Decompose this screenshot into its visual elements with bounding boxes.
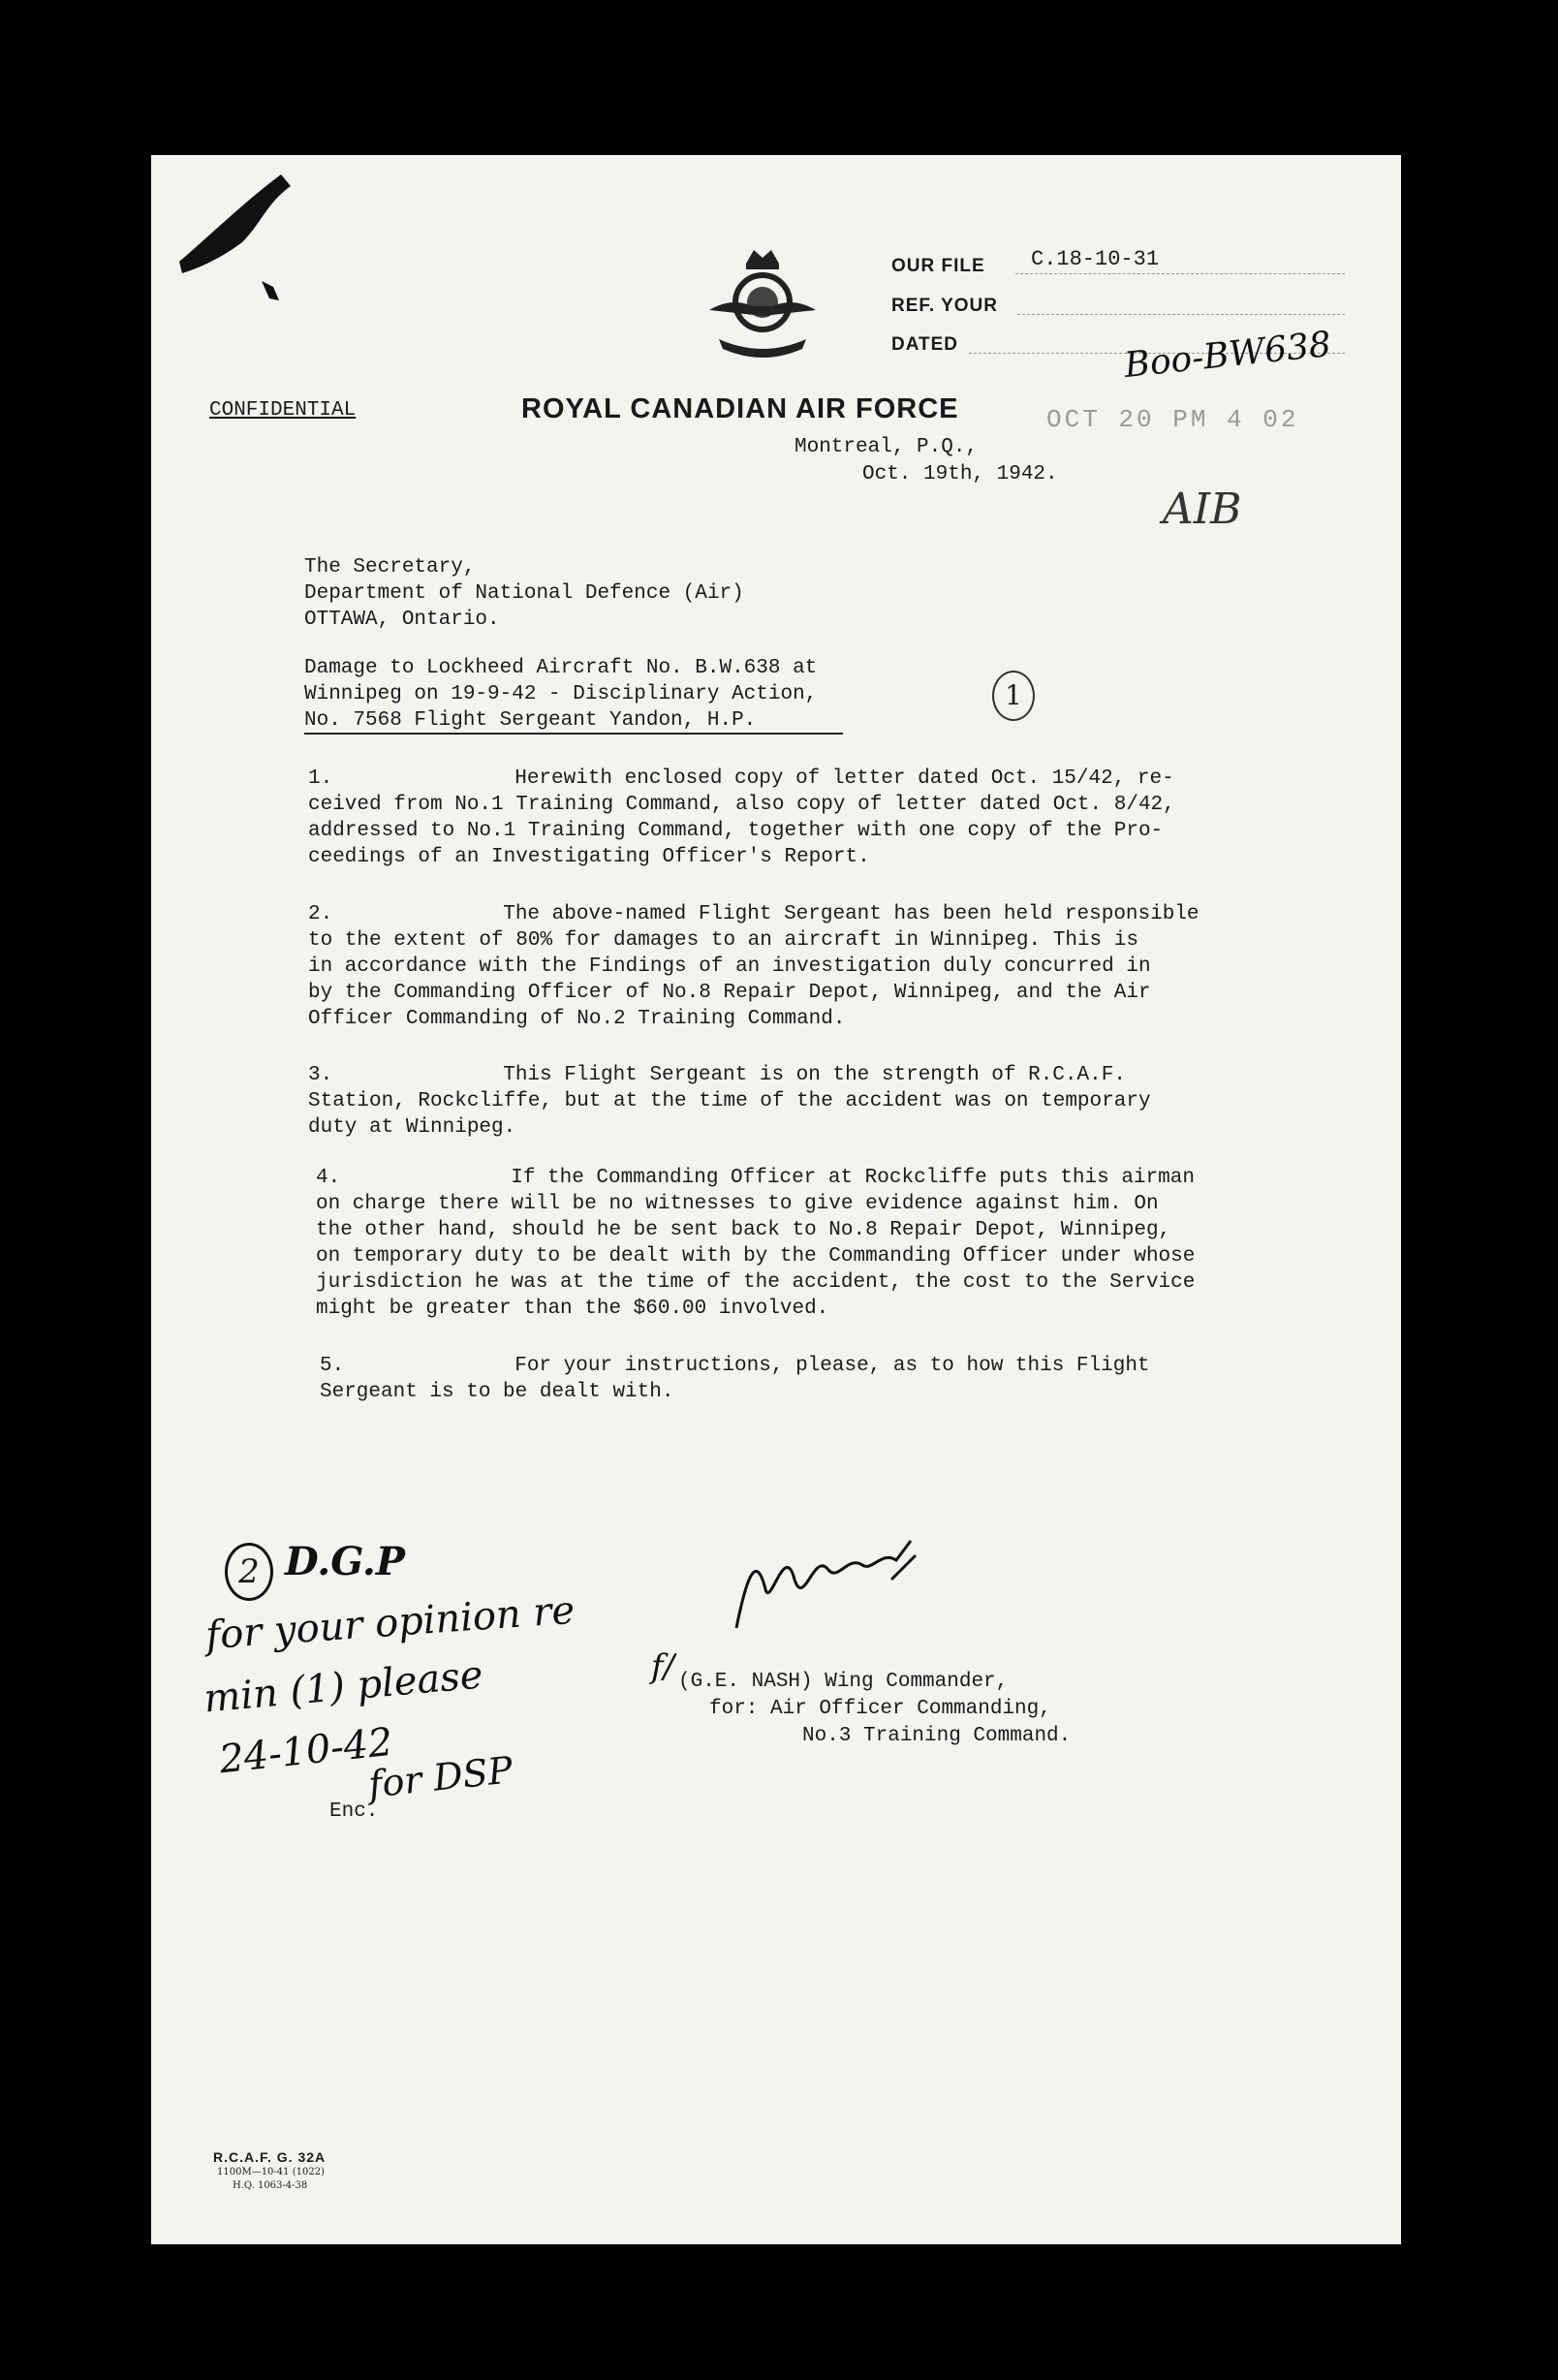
paragraph-number: 2. — [308, 903, 333, 925]
paragraph-line: The above-named Flight Sergeant has been held responsible — [503, 903, 1200, 925]
ref-your-underline — [1017, 314, 1345, 315]
circled-mark-one: 1 — [992, 671, 1035, 721]
paragraph-line: in accordance with the Findings of an investigation duly concurred in — [308, 955, 1151, 978]
paragraph-3 — [308, 1062, 1151, 1141]
signature-line: No.3 Training Command. — [802, 1725, 1072, 1747]
signature-line: (G.E. NASH) Wing Commander, — [678, 1671, 1009, 1693]
addressee-line: Department of National Defence (Air) — [304, 582, 744, 605]
paragraph-line: Station, Rockcliffe, but at the time of the accident was on temporary — [308, 1090, 1151, 1112]
handwritten-note-line: 24-10-42 — [217, 1719, 395, 1783]
ref-your-label: REF. YOUR — [891, 296, 999, 316]
paragraph-line: on temporary duty to be dealt with by the Commanding Officer under whose — [316, 1245, 1196, 1268]
form-print-line: H.Q. 1063-4-38 — [233, 2180, 308, 2191]
paragraph-line: Herewith enclosed copy of letter dated Oct. 15/42, re- — [514, 767, 1174, 790]
paragraph-2 — [308, 901, 1200, 1032]
paragraph-line: For your instructions, please, as to how this Flight — [514, 1355, 1150, 1377]
subject-line: No. 7568 Flight Sergeant Yandon, H.P. — [304, 709, 757, 732]
dated-label: DATED — [891, 334, 959, 355]
rcaf-crest-icon — [700, 242, 826, 368]
paragraph-number: 1. — [308, 767, 333, 790]
paragraph-line: ceedings of an Investigating Officer's Report. — [308, 846, 870, 868]
handwritten-note-line: D.G.P — [285, 1539, 405, 1584]
paragraph-line: If the Commanding Officer at Rockcliffe puts this airman — [511, 1167, 1195, 1189]
form-print-line: 1100M—10-41 (1022) — [217, 2167, 325, 2177]
paragraph-line: addressed to No.1 Training Command, together with one copy of the Pro- — [308, 820, 1164, 842]
handwritten-note-line: for your opinion re — [203, 1587, 576, 1659]
paragraph-line: ceived from No.1 Training Command, also copy of letter dated Oct. 8/42, — [308, 794, 1175, 816]
addressee-line: The Secretary, — [304, 556, 476, 579]
our-file-label: OUR FILE — [891, 256, 985, 276]
our-file-value: C.18-10-31 — [1031, 247, 1160, 271]
signature-line: for: Air Officer Commanding, — [709, 1698, 1051, 1720]
addressee-line: OTTAWA, Ontario. — [304, 609, 500, 631]
enclosure-label: Enc. — [329, 1801, 379, 1823]
handwritten-note-line: for DSP — [366, 1748, 515, 1806]
addressee-block — [304, 554, 744, 633]
paragraph-4 — [316, 1165, 1195, 1322]
form-number: R.C.A.F. G. 32A — [213, 2149, 327, 2165]
paragraph-number: 4. — [316, 1167, 341, 1189]
paragraph-5 — [320, 1353, 1150, 1405]
signature-scribble — [717, 1521, 930, 1647]
ink-blot-mark — [174, 165, 300, 320]
our-file-underline — [1015, 273, 1345, 274]
paragraph-1 — [308, 766, 1175, 870]
handwritten-initials: AIB — [1163, 485, 1242, 534]
paragraph-line: Officer Commanding of No.2 Training Command. — [308, 1008, 846, 1030]
org-name-heading: ROYAL CANADIAN AIR FORCE — [521, 393, 959, 424]
circled-mark-two: 2 — [225, 1543, 273, 1601]
paragraph-line: by the Commanding Officer of No.8 Repair Depot, Winnipeg, and the Air — [308, 982, 1151, 1004]
subject-line: Damage to Lockheed Aircraft No. B.W.638 at — [304, 657, 818, 679]
signed-for-mark: f/ — [651, 1647, 675, 1686]
paragraph-line: the other hand, should he be sent back to No.8 Repair Depot, Winnipeg, — [316, 1219, 1171, 1241]
subject-line: Winnipeg on 19-9-42 - Disciplinary Action, — [304, 683, 818, 705]
paragraph-line: This Flight Sergeant is on the strength of R.C.A.F. — [503, 1064, 1126, 1086]
paragraph-line: duty at Winnipeg. — [308, 1116, 516, 1139]
paragraph-line: might be greater than the $60.00 involved. — [316, 1298, 829, 1320]
paragraph-line: on charge there will be no witnesses to give evidence against him. On — [316, 1193, 1159, 1215]
paragraph-number: 3. — [308, 1064, 333, 1086]
paragraph-line: Sergeant is to be dealt with. — [320, 1381, 674, 1403]
handwritten-note-line: min (1) please — [202, 1652, 485, 1722]
paragraph-line: to the extent of 80% for damages to an aircraft in Winnipeg. This is — [308, 929, 1138, 952]
paragraph-number: 5. — [320, 1355, 345, 1377]
subject-underline — [304, 733, 843, 735]
confidential-label: CONFIDENTIAL — [209, 399, 357, 422]
letter-date: Oct. 19th, 1942. — [862, 463, 1058, 485]
handwritten-file-ref: Boo-BW638 — [1122, 324, 1333, 387]
letter-place: Montreal, P.Q., — [795, 436, 979, 458]
subject-block — [304, 655, 817, 734]
paragraph-line: jurisdiction he was at the time of the accident, the cost to the Service — [316, 1271, 1196, 1294]
received-stamp: OCT 20 PM 4 02 — [1046, 405, 1299, 434]
